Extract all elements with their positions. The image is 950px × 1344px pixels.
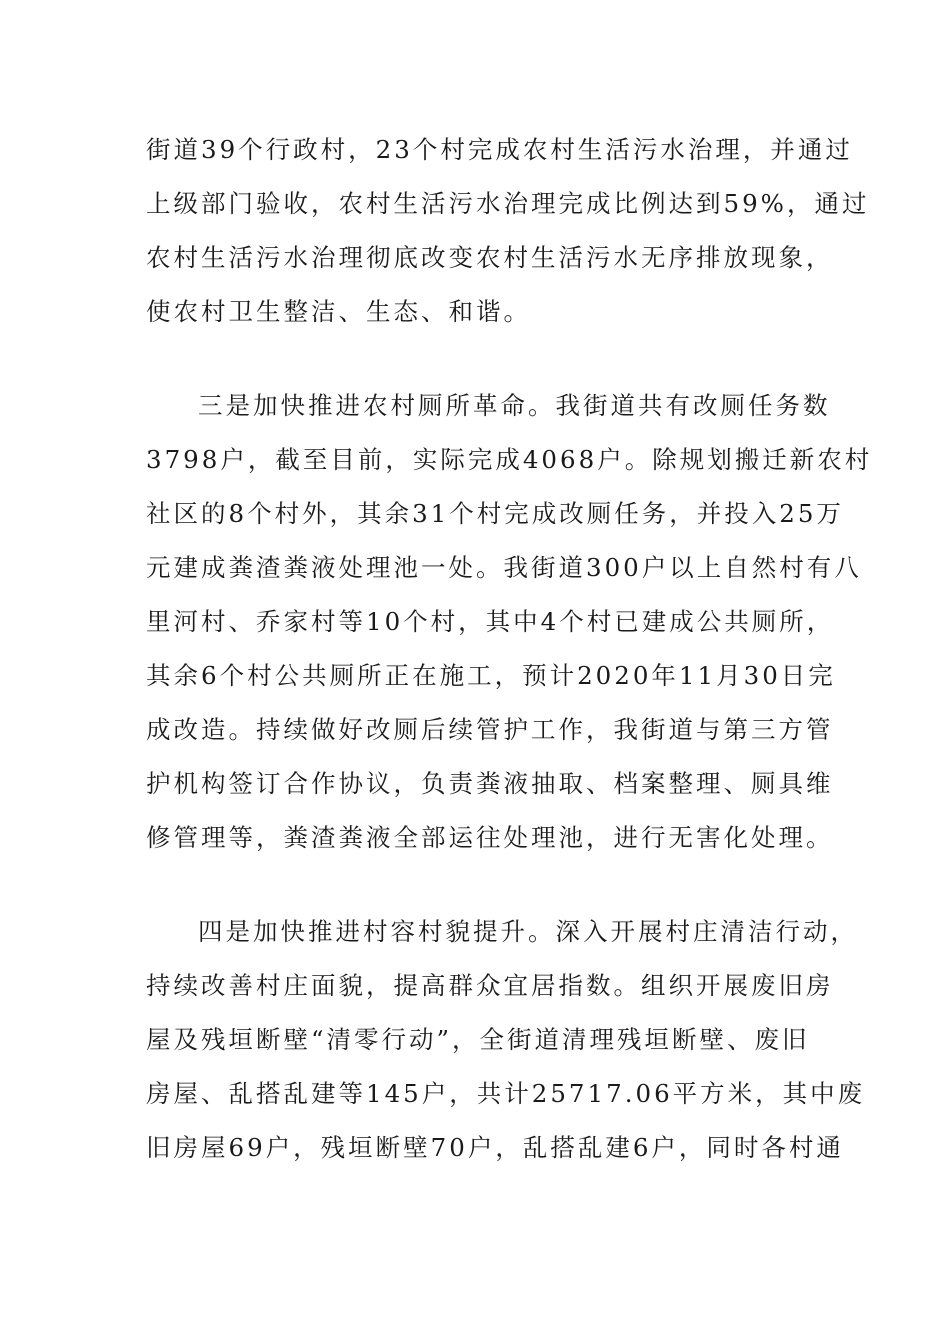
text-line: 农村生活污水治理彻底改变农村生活污水无序排放现象， xyxy=(146,243,834,272)
text-line: 四是加快推进村容村貌提升。深入开展村庄清洁行动， xyxy=(198,917,858,946)
text-line: 成改造。持续做好改厕后续管护工作，我街道与第三方管 xyxy=(146,715,834,744)
paragraph-spacer xyxy=(146,870,806,910)
text-line: 其余6个村公共厕所正在施工，预计2020年11月30日完 xyxy=(146,661,836,690)
text-line: 社区的8个村外，其余31个村完成改厕任务，并投入25万 xyxy=(146,499,844,528)
paragraph-village-appearance xyxy=(146,910,866,1180)
text-line: 使农村卫生整洁、生态、和谐。 xyxy=(146,297,531,326)
text-line: 元建成粪渣粪液处理池一处。我街道300户以上自然村有八 xyxy=(146,553,862,582)
paragraph-sewage-treatment xyxy=(146,128,870,344)
text-line: 旧房屋69户，残垣断壁70户，乱搭乱建6户，同时各村通 xyxy=(146,1133,844,1162)
text-line: 街道39个行政村，23个村完成农村生活污水治理，并通过 xyxy=(146,135,853,164)
document-page xyxy=(146,128,873,1180)
paragraph-toilet-revolution xyxy=(146,384,873,870)
text-line: 房屋、乱搭乱建等145户，共计25717.06平方米，其中废 xyxy=(146,1079,866,1108)
text-line: 三是加快推进农村厕所革命。我街道共有改厕任务数 xyxy=(198,391,831,420)
text-line: 护机构签订合作协议，负责粪液抽取、档案整理、厕具维 xyxy=(146,769,834,798)
paragraph-spacer xyxy=(146,344,806,384)
text-line: 里河村、乔家村等10个村，其中4个村已建成公共厕所， xyxy=(146,607,835,636)
text-line: 屋及残垣断壁“清零行动”，全街道清理残垣断壁、废旧 xyxy=(146,1025,810,1054)
text-line: 3798户，截至目前，实际完成4068户。除规划搬迁新农村 xyxy=(146,445,873,474)
text-line: 持续改善村庄面貌，提高群众宜居指数。组织开展废旧房 xyxy=(146,971,834,1000)
text-line: 修管理等，粪渣粪液全部运往处理池，进行无害化处理。 xyxy=(146,823,834,852)
text-line: 上级部门验收，农村生活污水治理完成比例达到59%，通过 xyxy=(146,189,870,218)
